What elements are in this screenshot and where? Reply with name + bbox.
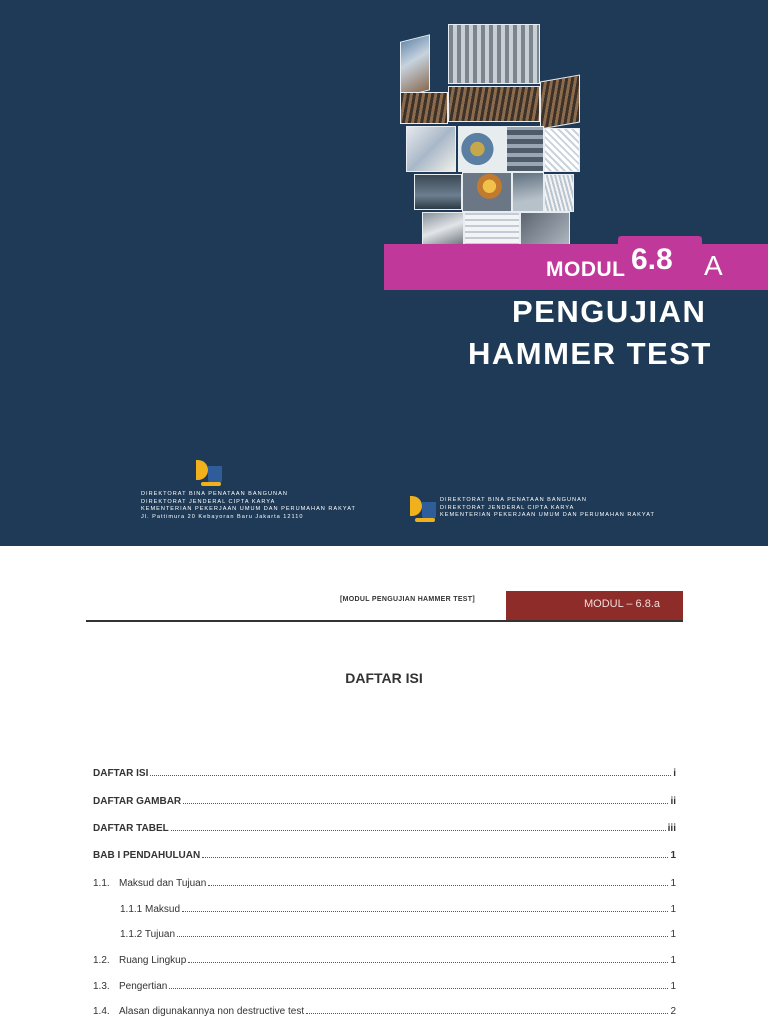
- collage-tile: [512, 172, 544, 212]
- toc-entry[interactable]: BAB I PENDAHULUAN 1: [93, 850, 676, 861]
- cover-title-line1: PENGUJIAN: [512, 294, 707, 329]
- pu-logo-icon: [196, 460, 224, 488]
- toc-entry[interactable]: DAFTAR ISI i: [93, 768, 676, 779]
- org-block-right: DIREKTORAT BINA PENATAAN BANGUNAN DIREKTORAT JENDERAL CIPTA KARYA KEMENTERIAN PEKERJAAN UMUM DAN PERUMAHAN RAKYAT: [440, 497, 655, 519]
- collage-tile: [422, 212, 464, 246]
- collage-tile: [400, 92, 448, 124]
- collage-tile: [464, 212, 520, 246]
- toc-entry[interactable]: 1.2. Ruang Lingkup 1: [93, 955, 676, 966]
- modul-number: 6.8: [631, 243, 673, 276]
- modul-letter: A: [704, 250, 723, 281]
- toc-entry[interactable]: DAFTAR GAMBAR ii: [93, 796, 676, 807]
- collage-tile: [448, 24, 540, 84]
- collage-tile: [414, 174, 462, 210]
- org-block-left: DIREKTORAT BINA PENATAAN BANGUNAN DIREKTORAT JENDERAL CIPTA KARYA KEMENTERIAN PEKERJAAN UMUM DAN PERUMAHAN RAKYAT Jl. Pattimura 20 Kebayoran Baru Jakarta 12110: [141, 491, 356, 520]
- collage-tile: [406, 126, 456, 172]
- header-divider: [86, 620, 683, 622]
- running-header-label: [MODUL PENGUJIAN HAMMER TEST]: [340, 596, 475, 603]
- toc-entry[interactable]: DAFTAR TABEL iii: [93, 823, 676, 834]
- module-code: MODUL – 6.8.a: [584, 598, 661, 610]
- toc-entry[interactable]: 1.1.2 Tujuan 1: [120, 929, 676, 940]
- toc-entry[interactable]: 1.1.1 Maksud 1: [120, 904, 676, 915]
- pu-logo-icon: [410, 496, 438, 524]
- collage-tile: [544, 174, 574, 212]
- toc-entry[interactable]: 1.4. Alasan digunakannya non destructive test 2: [93, 1006, 676, 1017]
- collage-tile: [544, 128, 580, 172]
- collage-tile: [506, 126, 544, 172]
- collage-tile: [462, 172, 512, 212]
- collage-tile: [540, 74, 580, 129]
- collage-tile: [400, 34, 430, 97]
- toc-entry[interactable]: 1.3. Pengertian 1: [93, 981, 676, 992]
- construction-photo-collage: [388, 14, 588, 266]
- cover-title-line2: HAMMER TEST: [468, 336, 712, 371]
- collage-tile: [458, 126, 506, 172]
- collage-tile: [448, 86, 540, 122]
- toc-title: DAFTAR ISI: [345, 670, 423, 686]
- collage-tile: [520, 212, 570, 246]
- toc-entry[interactable]: 1.1. Maksud dan Tujuan 1: [93, 878, 676, 889]
- modul-word: MODUL: [546, 258, 626, 281]
